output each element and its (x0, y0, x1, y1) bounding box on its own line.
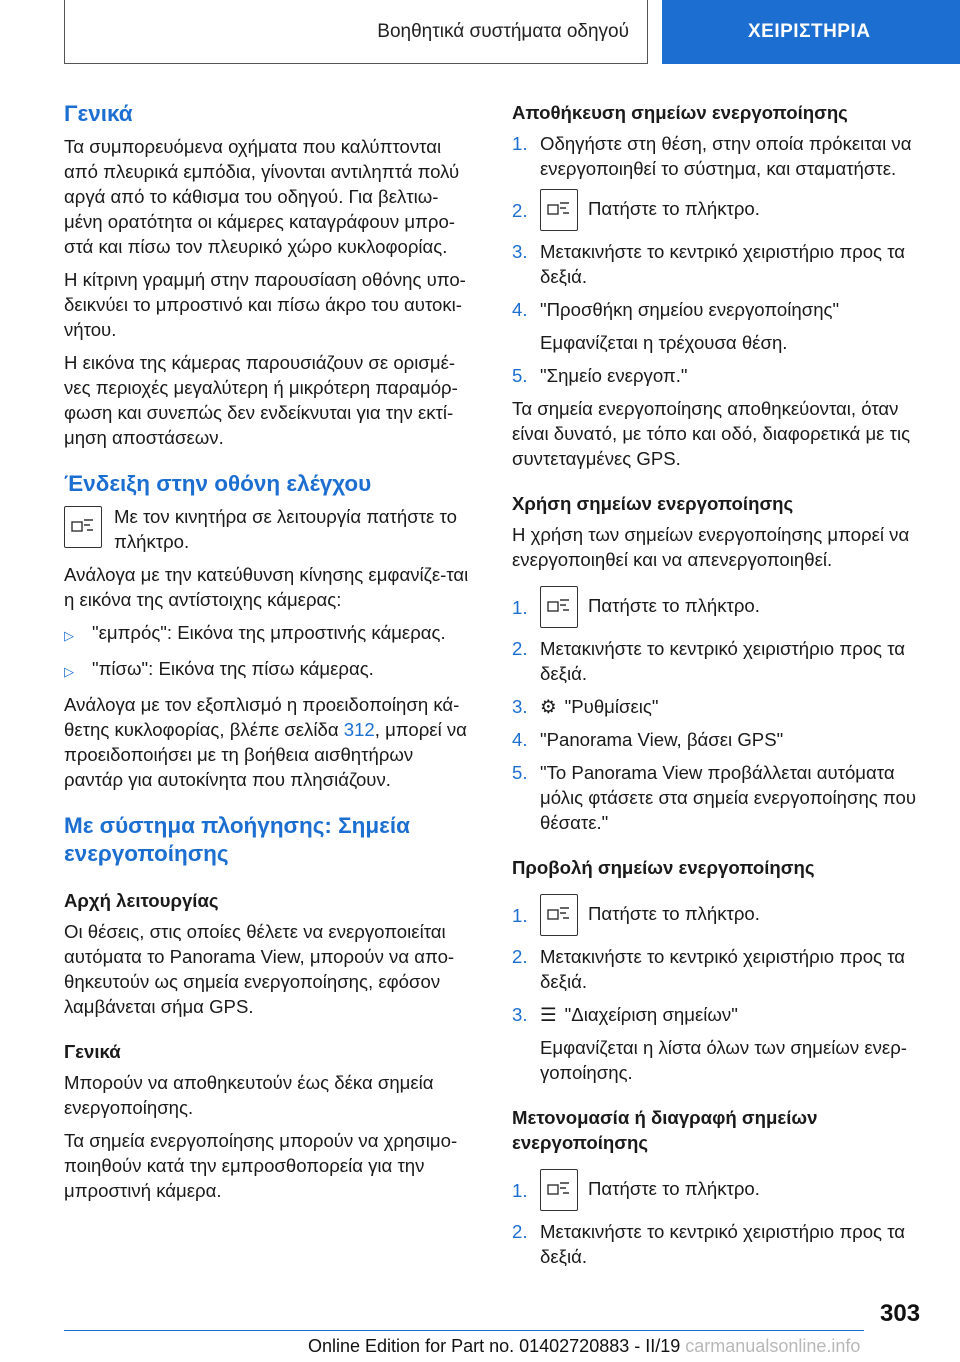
list-item: 2. Μετακινήστε το κεντρικό χειριστήριο προς τα δεξιά. (512, 638, 906, 684)
camera-button-icon (64, 506, 102, 548)
header-chapter: ΧΕΙΡΙΣΤΗΡΙΑ (662, 0, 960, 64)
left-column (64, 100, 476, 1211)
heading-general: Γενικά (64, 101, 133, 126)
heading-activation-points: Με σύστημα πλοήγησης: Σημεία ενεργοποίησης (64, 813, 410, 866)
paragraph: Ανάλογα με την κατεύθυνση κίνησης εμφανίζε-ται η εικόνα της αντίστοιχης κάμερας: (64, 564, 469, 610)
subheading: Γενικά (64, 1041, 121, 1062)
paragraph: Τα σημεία ενεργοποίησης αποθηκεύονται, όταν είναι δυνατό, με τόπο και οδό, διαφορετικά με τις συντεταγμένες GPS. (512, 398, 911, 469)
steps-list (512, 131, 932, 322)
list-item: 3. Μετακινήστε το κεντρικό χειριστήριο προς τα δεξιά. (512, 241, 906, 287)
camera-button-icon (540, 586, 578, 628)
step-note: Εμφανίζεται η λίστα όλων των σημείων ενερ-γοποίησης. (540, 1037, 907, 1083)
paragraph: Τα σημεία ενεργοποίησης μπορούν να χρησιμο-ποιηθούν κατά την εμπροσθοπορεία για την μπροστινή κάμερα. (64, 1130, 458, 1201)
subheading: Αρχή λειτουργίας (64, 890, 219, 911)
list-item: ▷ "εμπρός": Εικόνα της μπροστινής κάμερας. (64, 620, 476, 648)
triangle-bullet-icon: ▷ (64, 628, 74, 643)
triangle-bullet-icon: ▷ (64, 664, 74, 679)
steps-list (512, 586, 932, 835)
list-item: 1. Πατήστε το πλήκτρο. (512, 586, 932, 628)
footer: Online Edition for Part no. 01402720883 - II/19 carmanualsonline.info (308, 1336, 861, 1356)
manage-points-icon: ☰ (540, 1004, 557, 1025)
list-item: 2. Μετακινήστε το κεντρικό χειριστήριο προς τα δεξιά. (512, 1221, 906, 1267)
watermark: carmanualsonline.info (685, 1336, 861, 1356)
list-item: 1. Πατήστε το πλήκτρο. (512, 1169, 932, 1211)
list-item: 1. Οδηγήστε στη θέση, στην οποία πρόκειται να ενεργοποιηθεί το σύστημα, και σταματήστε. (512, 133, 912, 179)
paragraph: Τα συμπορευόμενα οχήματα που καλύπτονται από πλευρικά εμπόδια, γίνονται αντιληπτά πολύ αργά από το κάθισμα του οδηγού. Για βελτιω-μένη ορατότητα οι κάμερες καταγράφουν μπρο-στά και πίσω τον πλευρικό χώρο κυκλοφορίας. (64, 136, 460, 257)
step-note: Εμφανίζεται η τρέχουσα θέση. (540, 332, 788, 353)
paragraph: Οι θέσεις, στις οποίες θέλετε να ενεργοποιείται αυτόματα το Panorama View, μπορούν να απο-θηκευτούν ως σημεία ενεργοποίησης, εφόσον λαμβάνεται σήμα GPS. (64, 921, 455, 1017)
icon-paragraph: Με τον κινητήρα σε λειτουργία πατήστε το πλήκτρο. (64, 504, 476, 554)
subheading: Χρήση σημείων ενεργοποίησης (512, 493, 794, 514)
paragraph: Η κίτρινη γραμμή στην παρουσίαση οθόνης υπο-δεικνύει το μπροστινό και πίσω άκρο του αυτοκι-νήτου. (64, 269, 466, 340)
steps-list (512, 894, 932, 1027)
camera-button-icon (540, 894, 578, 936)
list-item: 3. ☰ "Διαχείριση σημείων" (512, 1004, 738, 1025)
list-item: 4. "Προσθήκη σημείου ενεργοποίησης" (512, 299, 840, 320)
hand-pointer-icon (234, 15, 264, 49)
footer-divider (64, 1330, 864, 1331)
subheading: Αποθήκευση σημείων ενεργοποίησης (512, 102, 848, 123)
list-item: 3. ⚙ "Ρυθμίσεις" (512, 696, 659, 717)
page-link[interactable]: 312 (343, 719, 375, 740)
list-item: 4. "Panorama View, βάσει GPS" (512, 729, 784, 750)
paragraph: Μπορούν να αποθηκευτούν έως δέκα σημεία ενεργοποίησης. (64, 1072, 434, 1118)
list-item: 2. Μετακινήστε το κεντρικό χειριστήριο προς τα δεξιά. (512, 946, 906, 992)
camera-button-icon (540, 189, 578, 231)
subheading: Προβολή σημείων ενεργοποίησης (512, 857, 815, 878)
paragraph: Ανάλογα με τον εξοπλισμό η προειδοποίηση κά-θετης κυκλοφορίας, βλέπε σελίδα 312, μπορεί να προειδοποιήσει με τη βοήθεια αισθητήρων ραντάρ για αυτοκίνητα που πλησιάζουν. (64, 694, 467, 790)
list-item: 5. "Το Panorama View προβάλλεται αυτόματα μόλις φτάσετε στα σημεία ενεργοποίησης που θέσατε." (512, 762, 917, 833)
list-item: ▷ "πίσω": Εικόνα της πίσω κάμερας. (64, 656, 476, 684)
list-item: 2. Πατήστε το πλήκτρο. (512, 189, 932, 231)
subheading: Μετονομασία ή διαγραφή σημείων ενεργοποίησης (512, 1107, 818, 1153)
steps-list (512, 1169, 932, 1269)
right-column (512, 100, 932, 1277)
header-section: Βοηθητικά συστήματα οδηγού (64, 0, 648, 64)
steps-list (512, 363, 932, 388)
list-item: 1. Πατήστε το πλήκτρο. (512, 894, 932, 936)
camera-button-icon (540, 1169, 578, 1211)
gear-icon: ⚙ (540, 696, 557, 717)
bullet-list (64, 620, 476, 684)
heading-display: Ένδειξη στην οθόνη ελέγχου (64, 471, 372, 496)
list-item: 5. "Σημείο ενεργοπ." (512, 365, 688, 386)
paragraph: Η χρήση των σημείων ενεργοποίησης μπορεί να ενεργοποιηθεί και να απενεργοποιηθεί. (512, 524, 910, 570)
paragraph: Η εικόνα της κάμερας παρουσιάζουν σε ορισμέ-νες περιοχές μεγαλύτερη ή μικρότερη παραμόρ-φωση και συνεπώς δεν ενδείκνυται για την εκτί-μηση αποστάσεων. (64, 352, 458, 448)
page-number: 303 (880, 1300, 921, 1327)
